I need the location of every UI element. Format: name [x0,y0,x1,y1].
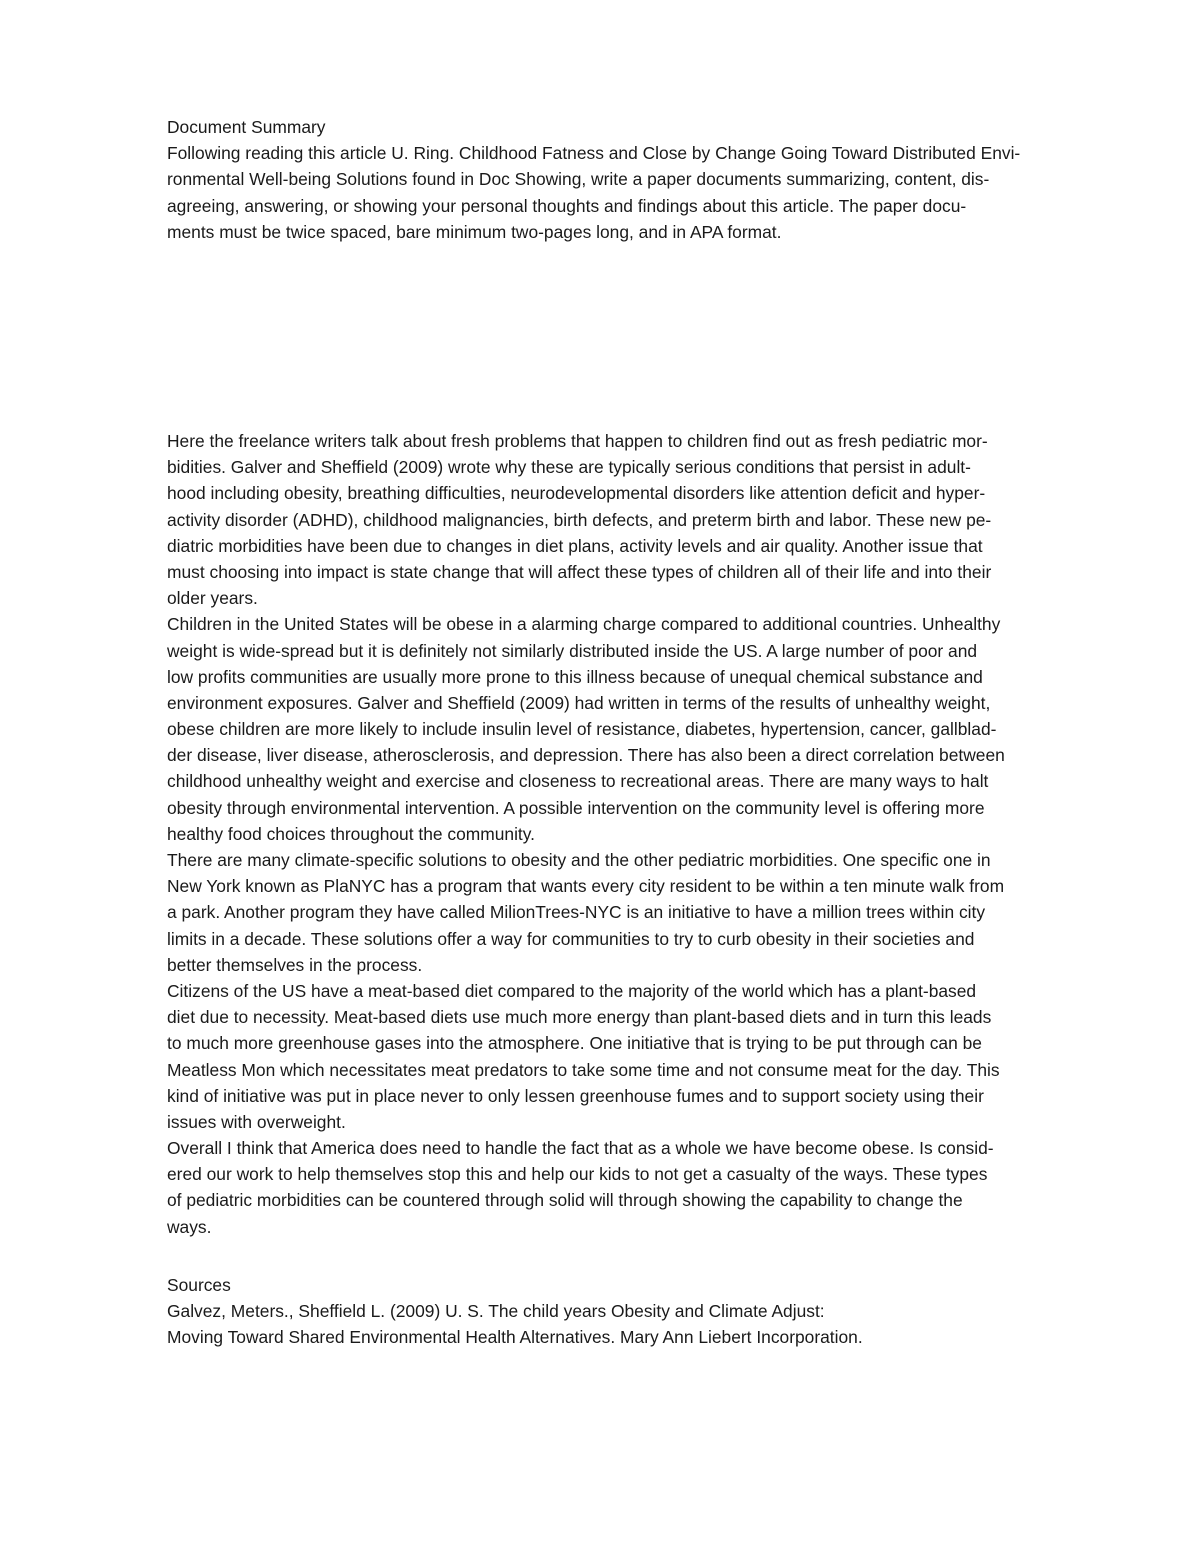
body-line: bidities. Galver and Sheffield (2009) wrote why these are typically serious conditions that persist in adult- [167,457,971,478]
body-line: to much more greenhouse gases into the atmosphere. One initiative that is trying to be put through can be [167,1033,982,1054]
body-line: of pediatric morbidities can be countered through solid will through showing the capability to change the [167,1190,963,1211]
body-line: ways. [167,1216,212,1237]
body-line: limits in a decade. These solutions offer a way for communities to try to curb obesity in their societies and [167,928,975,949]
sources-section [167,1272,1127,1351]
body-line: kind of initiative was put in place never to only lessen greenhouse fumes and to support society using their [167,1085,984,1106]
body-line: diet due to necessity. Meat-based diets use much more energy than plant-based diets and in turn this leads [167,1007,992,1028]
body-line: healthy food choices throughout the community. [167,823,535,844]
body-line: diatric morbidities have been due to changes in diet plans, activity levels and air quality. Another issue that [167,535,983,556]
source-line: Moving Toward Shared Environmental Health Alternatives. Mary Ann Liebert Incorporation. [167,1327,863,1348]
body-line: weight is wide-spread but it is definitely not similarly distributed inside the US. A large number of poor and [167,640,978,661]
intro-line: ronmental Well-being Solutions found in Doc Showing, write a paper documents summarizing, content, dis- [167,169,990,190]
summary-body [167,428,1127,1240]
body-line: der disease, liver disease, atherosclerosis, and depression. There has also been a direct correlation between [167,745,1005,766]
body-line: Overall I think that America does need to handle the fact that as a whole we have become obese. Is consid- [167,1138,994,1159]
body-line: obese children are more likely to include insulin level of resistance, diabetes, hypertension, cancer, gallblad- [167,719,997,740]
body-line: must choosing into impact is state change that will affect these types of children all of their life and into their [167,561,992,582]
body-line: better themselves in the process. [167,954,423,975]
body-line: Meatless Mon which necessitates meat predators to take some time and not consume meat for the day. This [167,1059,1000,1080]
body-line: New York known as PlaNYC has a program that wants every city resident to be within a ten minute walk from [167,876,1005,897]
body-line: older years. [167,588,258,609]
body-line: ered our work to help themselves stop this and help our kids to not get a casualty of the ways. These types [167,1164,988,1185]
sources-heading: Sources [167,1275,231,1295]
body-line: environment exposures. Galver and Sheffield (2009) had written in terms of the results of unhealthy weight, [167,692,991,713]
body-line: There are many climate-specific solutions to obesity and the other pediatric morbidities. One specific one in [167,850,991,870]
assignment-intro [167,114,1127,245]
body-line: hood including obesity, breathing difficulties, neurodevelopmental disorders like attention deficit and hyper- [167,483,986,504]
source-line: Galvez, Meters., Sheffield L. (2009) U. S. The child years Obesity and Climate Adjust: [167,1301,825,1322]
body-line: low profits communities are usually more prone to this illness because of unequal chemical substance and [167,666,983,687]
body-line: childhood unhealthy weight and exercise and closeness to recreational areas. There are many ways to halt [167,771,989,792]
intro-line: ments must be twice spaced, bare minimum two-pages long, and in APA format. [167,221,782,242]
body-line: Children in the United States will be obese in a alarming charge compared to additional countries. Unhealthy [167,614,1001,635]
intro-line: agreeing, answering, or showing your personal thoughts and findings about this article. The paper docu- [167,195,967,216]
body-line: issues with overweight. [167,1111,346,1132]
body-line: a park. Another program they have called MilionTrees-NYC is an initiative to have a million trees within city [167,902,986,923]
body-line: Citizens of the US have a meat-based diet compared to the majority of the world which has a plant-based [167,980,977,1001]
intro-line: Following reading this article U. Ring. Childhood Fatness and Close by Change Going Toward Distributed Envi- [167,143,1021,164]
body-line: activity disorder (ADHD), childhood malignancies, birth defects, and preterm birth and labor. These new pe- [167,509,992,530]
body-line: Here the freelance writers talk about fresh problems that happen to children find out as fresh pediatric mor- [167,431,988,451]
document-heading: Document Summary [167,117,326,137]
body-line: obesity through environmental intervention. A possible intervention on the community level is offering more [167,797,985,818]
